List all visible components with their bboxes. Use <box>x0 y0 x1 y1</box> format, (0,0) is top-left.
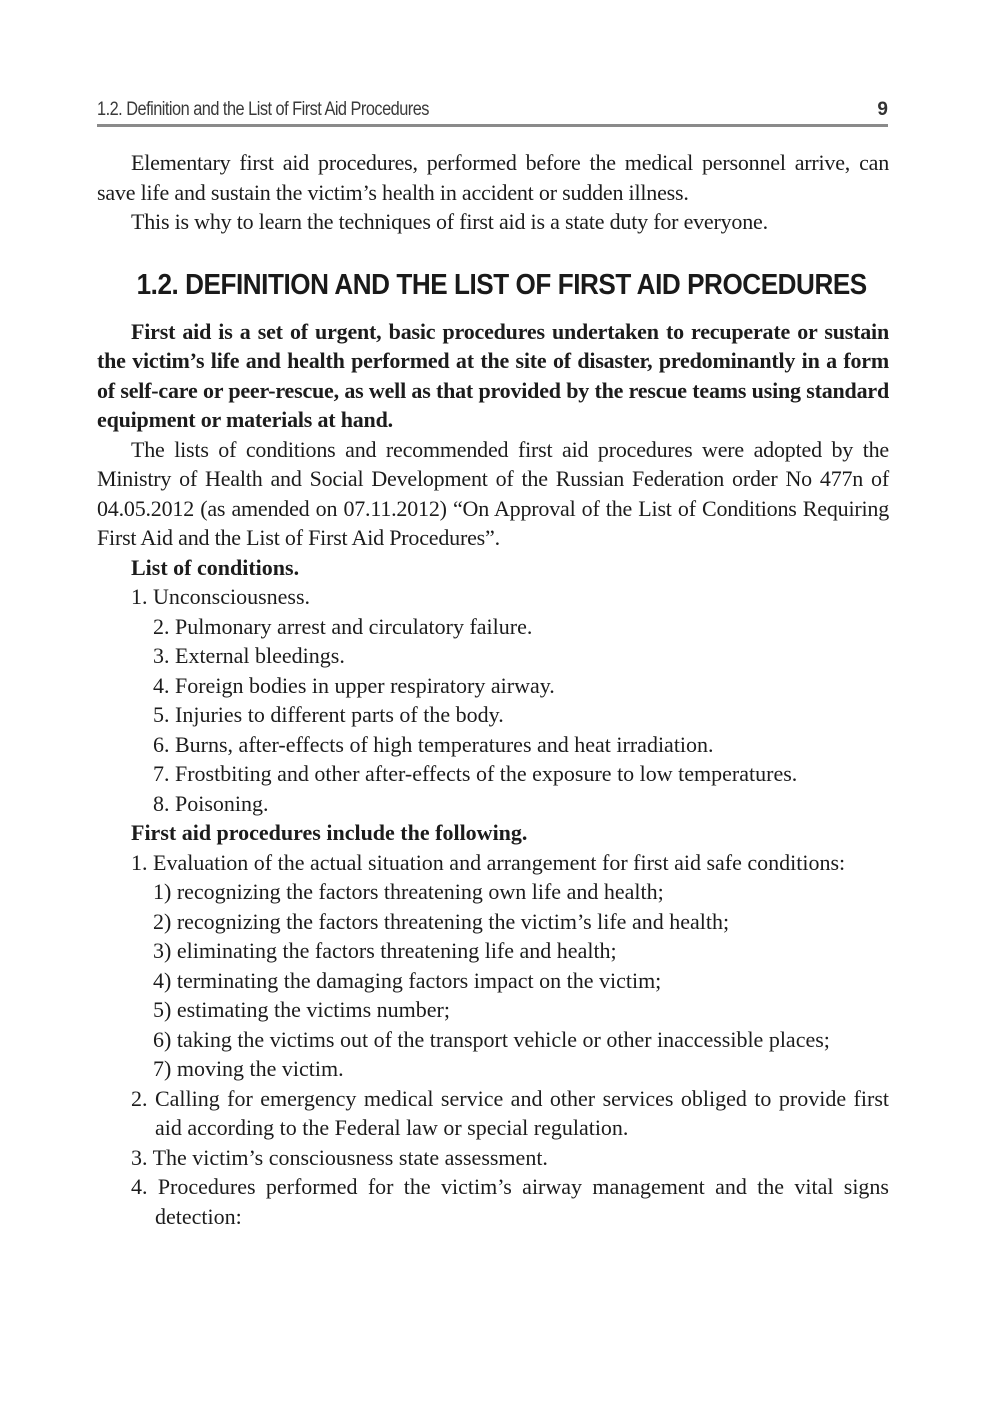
condition-item: 8. Poisoning. <box>153 790 269 816</box>
conditions-title: List of conditions. <box>131 554 300 580</box>
procedure-subitem: 2) recognizing the factors threatening the victim’s life and health; <box>153 908 730 934</box>
condition-item: 5. Injuries to different parts of the body. <box>153 702 504 727</box>
order-paragraph: The lists of conditions and recommended first aid procedures were adopted by the Ministry of Health and Social Development of the Russian Federation order No 477n of 04.05.2012 (as amended on 07.11.2012) “On Approval of the List of Conditions Requiring First Aid and the List of First Aid Procedures”. <box>97 436 889 550</box>
running-title: 1.2. Definition and the List of First Aid Procedures <box>97 99 429 120</box>
procedure-subitem: 1) recognizing the factors threatening own life and health; <box>153 879 664 904</box>
procedures-list <box>97 848 889 1232</box>
procedure-subitem: 6) taking the victims out of the transport vehicle or other inaccessible places; <box>153 1026 830 1052</box>
condition-item: 3. External bleedings. <box>153 643 345 668</box>
procedure-item: 2. Calling for emergency medical service and other services obliged to provide first aid according to the Federal law or special regulation. <box>131 1085 889 1140</box>
procedure-subitem: 5) estimating the victims number; <box>153 997 450 1022</box>
page-body <box>97 148 889 1231</box>
condition-item: 7. Frostbiting and other after-effects of the exposure to low temperatures. <box>153 761 798 786</box>
procedure-subitem: 3) eliminating the factors threatening life and health; <box>153 938 617 963</box>
definition-paragraph: First aid is a set of urgent, basic procedures undertaken to recuperate or sustain the victim’s life and health performed at the site of disaster, predominantly in a form of self-care or peer-rescue, as well as that provided by the rescue teams using standard equipment or materials at hand. <box>97 318 889 432</box>
condition-item: 6. Burns, after-effects of high temperatures and heat irradiation. <box>153 731 714 757</box>
page-number: 9 <box>877 99 888 120</box>
procedure-item: 4. Procedures performed for the victim’s airway management and the vital signs detection: <box>131 1174 889 1229</box>
procedures-title: First aid procedures include the following. <box>131 820 528 845</box>
procedure-subitem: 4) terminating the damaging factors impact on the victim; <box>153 967 662 993</box>
condition-item: 1. Unconsciousness. <box>131 584 311 609</box>
procedure-item: 1. Evaluation of the actual situation and arrangement for first aid safe conditions: <box>131 849 846 875</box>
section-heading: 1.2. DEFINITION AND THE LIST OF FIRST AID PROCEDURES <box>136 268 867 301</box>
procedure-item: 3. The victim’s consciousness state assessment. <box>131 1144 548 1170</box>
conditions-list <box>97 582 889 818</box>
intro-paragraph-1: Elementary first aid procedures, performed before the medical personnel arrive, can save life and sustain the victim’s health in accident or sudden illness. <box>97 150 889 205</box>
running-header <box>97 98 888 127</box>
procedure-subitem: 7) moving the victim. <box>153 1056 344 1081</box>
condition-item: 4. Foreign bodies in upper respiratory airway. <box>153 672 555 698</box>
condition-item: 2. Pulmonary arrest and circulatory failure. <box>153 613 533 639</box>
intro-paragraph-2: This is why to learn the techniques of first aid is a state duty for everyone. <box>131 209 768 234</box>
